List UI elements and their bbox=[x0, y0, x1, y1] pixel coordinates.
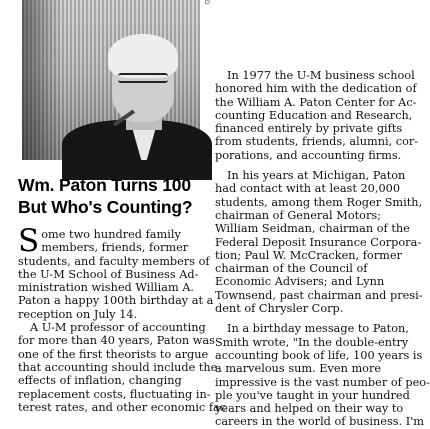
right-paragraph-2 bbox=[215, 169, 423, 316]
portrait-photo bbox=[22, 0, 200, 160]
paragraph-gap bbox=[215, 162, 400, 169]
left-paragraph-1 bbox=[18, 223, 214, 321]
drop-cap: S bbox=[18, 223, 40, 259]
text-line: for more than 40 years, Paton was bbox=[18, 334, 215, 348]
right-paragraph-3 bbox=[215, 322, 430, 429]
text-line: dent of Chrysler Corp. bbox=[215, 302, 344, 316]
right-column bbox=[215, 69, 430, 429]
text-line: reception on July 14. bbox=[18, 307, 138, 321]
text-line: Paton a happy 100th birthday at a bbox=[18, 294, 214, 308]
text-line: counting Education and Research, bbox=[215, 108, 413, 122]
left-paragraph-2 bbox=[18, 321, 227, 414]
text-line: replacement costs, fluctuating in- bbox=[18, 387, 211, 401]
headline-line-1: Wm. Paton Turns 100 bbox=[18, 175, 191, 195]
text-line: students, and faculty members of bbox=[18, 254, 210, 268]
text-line: ome two hundred family bbox=[41, 228, 181, 241]
text-line: financed entirely by private gifts bbox=[215, 122, 403, 136]
photo-credit: D bbox=[203, 0, 210, 6]
text-line: A U-M professor of accounting bbox=[30, 321, 206, 335]
text-line: Townsend, past chairman and presi- bbox=[215, 288, 423, 302]
text-line: Smith wrote, "In the double-entry bbox=[215, 335, 409, 349]
text-line: porations, and accounting firms. bbox=[215, 148, 402, 162]
text-line: chairman of the Council of bbox=[215, 262, 368, 276]
text-line: from students, friends, alumni, cor- bbox=[215, 135, 419, 149]
text-line: effects of inflation, changing bbox=[18, 374, 182, 388]
text-line: tion; Paul W. McCracken, former bbox=[215, 248, 402, 262]
text-line: members, friends, former bbox=[41, 241, 189, 255]
text-line: terest rates, and other economic fac bbox=[18, 400, 227, 414]
text-line: ministration wished William A. bbox=[18, 281, 195, 295]
text-line: had contact with at least 20,000 bbox=[215, 182, 401, 196]
text-line: accounting book of life, 100 years is bbox=[215, 348, 423, 362]
text-line: that accounting should include the bbox=[18, 360, 218, 374]
text-line: Economic Advisers; and Lynn bbox=[215, 275, 385, 289]
left-column bbox=[18, 223, 227, 414]
text-line: ple you've taught in your hundred bbox=[215, 388, 410, 402]
text-line: impressive is the vast number of peo- bbox=[215, 375, 430, 389]
text-line: chairman of General Motors; bbox=[215, 208, 381, 222]
photo-hair bbox=[108, 34, 178, 78]
text-line: the U-M School of Business Ad- bbox=[18, 267, 199, 281]
text-line: a marvelous sum. Even more bbox=[215, 362, 382, 376]
text-line: William Seidman, chairman of the bbox=[215, 222, 410, 236]
text-line: years and helped on their way to bbox=[215, 402, 404, 416]
photo-shadow bbox=[22, 0, 62, 160]
text-line: In his years at Michigan, Paton bbox=[227, 169, 406, 183]
text-line: the William A. Paton Center for Ac- bbox=[215, 95, 417, 109]
text-line: honored him with the dedication of bbox=[215, 82, 417, 96]
text-line: careers in the world of business. I'm bbox=[215, 415, 425, 429]
photo-glasses bbox=[118, 73, 168, 83]
headline-line-2: But Who's Counting? bbox=[18, 197, 193, 217]
text-line: Federal Deposit Insurance Corpora- bbox=[215, 235, 422, 249]
headline bbox=[18, 174, 208, 218]
text-line: one of the first theorists to argue bbox=[18, 347, 209, 361]
text-line: In a birthday message to Paton, bbox=[227, 322, 409, 336]
right-paragraph-1 bbox=[215, 69, 419, 162]
paragraph-gap bbox=[215, 315, 400, 322]
text-line: In 1977 the U-M business school bbox=[227, 69, 415, 82]
text-line: students, among them Roger Smith, bbox=[215, 195, 423, 209]
